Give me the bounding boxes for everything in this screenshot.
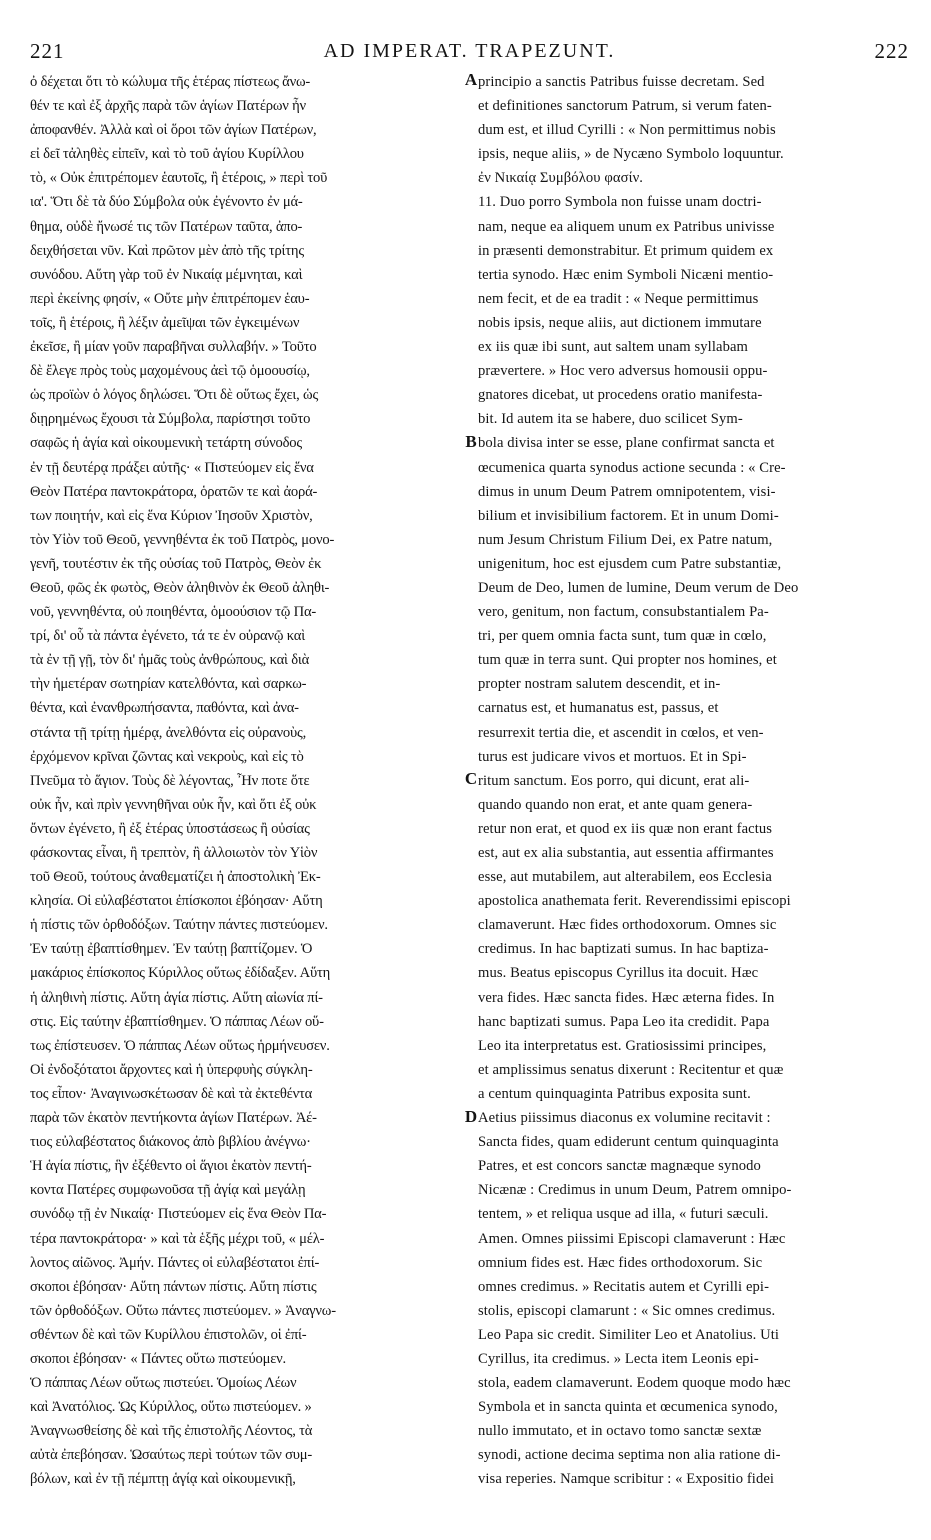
greek-text-line: μακάριος ἐπίσκοπος Κύριλλος οὕτως ἐδίδαξεν. Αὕτη: [30, 965, 331, 982]
greek-text-line: ἐκεῖσε, ἢ μίαν γοῦν παραβῆναι συλλαβήν. » Τοῦτο: [30, 339, 317, 356]
greek-text-line: ὡς προϊὼν ὁ λόγος δηλώσει. Ὅτι δὲ οὕτως ἔχει, ὡς: [30, 387, 319, 404]
section-marker-c: C: [464, 769, 478, 788]
left-page-number: 221: [30, 38, 65, 63]
greek-text-line: καὶ Ἀνατόλιος. Ὡς Κύριλλος, οὕτω πιστεύομεν. »: [30, 1399, 312, 1416]
greek-text-line: γενῆ, τουτέστιν ἐκ τῆς οὐσίας τοῦ Πατρὸς, Θεὸν ἐκ: [30, 555, 322, 572]
greek-text-line: τέρα παντοκράτορα· » καὶ τὰ ἑξῆς μέχρι τοῦ, « μέλ-: [30, 1230, 325, 1247]
latin-text-line: tertia synodo. Hæc enim Symboli Nicæni mentio-: [478, 266, 774, 283]
greek-text-line: συνόδου. Αὕτη γὰρ τοῦ ἐν Νικαίᾳ μέμνηται, καὶ: [30, 266, 303, 283]
greek-text-line: ἀποφανθέν. Ἀλλὰ καὶ οἱ ὅροι τῶν ἁγίων Πατέρων,: [30, 122, 317, 139]
latin-text-line: Sancta fides, quam ediderunt centum quinquaginta: [478, 1134, 779, 1151]
latin-text-line: nem fecit, et de ea tradit : « Neque permittimus: [478, 290, 759, 307]
latin-text-line: Leo ita interpretatus est. Gratiosissimi principes,: [478, 1037, 767, 1054]
latin-text-line: vero, genitum, non factum, consubstantialem Pa-: [478, 604, 769, 621]
greek-text-line: τιος εὐλαβέστατος διάκονος ἀπὸ βιβλίου ἀνέγνω·: [30, 1134, 311, 1151]
latin-text-line: dum est, et illud Cyrilli : « Non permittimus nobis: [478, 122, 776, 139]
greek-text-line: βόλων, καὶ ἐν τῇ πέμπτῃ ἁγίᾳ καὶ οἰκουμενικῇ,: [30, 1471, 296, 1488]
greek-text-line: τῶν ὀρθοδόξων. Οὕτω πάντες πιστεύομεν. » Ἀναγνω-: [30, 1302, 336, 1319]
latin-text-line: Nicænæ : Credimus in unum Deum, Patrem omnipo-: [478, 1182, 792, 1199]
latin-text-line: bola divisa inter se esse, plane confirmat sancta et: [478, 435, 775, 452]
greek-text-line: τος εἶπον· Ἀναγινωσκέτωσαν δὲ καὶ τὰ ἐκτεθέντα: [30, 1085, 313, 1102]
greek-text-line: κοντα Πατέρες συμφωνοῦσα τῇ ἁγίᾳ καὶ μεγάλῃ: [30, 1182, 306, 1199]
latin-text-line: tri, per quem omnia facta sunt, tum quæ in cœlo,: [478, 628, 767, 645]
latin-text-line: nullo immutato, et in octavo tomo sanctæ sextæ: [478, 1423, 762, 1440]
latin-text-line: ipsis, neque aliis, » de Nycæno Symbolo loquuntur.: [478, 146, 784, 163]
latin-text-line: et definitiones sanctorum Patrum, si verum faten-: [478, 98, 772, 115]
greek-text-line: σκοποι ἐβόησαν· « Πάντες οὕτω πιστεύομεν.: [30, 1350, 287, 1367]
latin-text-line: omnes credimus. » Recitatis autem et Cyrilli epi-: [478, 1278, 770, 1295]
greek-text-line: τὴν ἡμετέραν σωτηρίαν κατελθόντα, καὶ σαρκω-: [30, 676, 307, 693]
greek-text-line: φάσκοντας εἶναι, ἢ τρεπτὸν, ἢ ἀλλοιωτὸν τὸν Υἱὸν: [30, 845, 318, 861]
greek-text-line: στις. Εἰς ταύτην ἐβαπτίσθημεν. Ὁ πάππας Λέων οὕ-: [30, 1013, 324, 1030]
latin-text-line: nobis ipsis, neque aliis, aut dictionem immutare: [478, 314, 762, 331]
running-title: AD IMPERAT. TRAPEZUNT.: [323, 39, 616, 62]
latin-text-line: visa reperies. Namque scribitur : « Expositio fidei: [478, 1471, 775, 1488]
latin-text-line: turus est judicare vivos et mortuos. Et in Spi-: [478, 748, 747, 765]
latin-text-line: apostolica anathemata ferit. Reverendissimi episcopi: [478, 893, 791, 910]
greek-text-line: Ἐν ταύτῃ ἐβαπτίσθημεν. Ἐν ταύτῃ βαπτίζομεν. Ὁ: [30, 941, 313, 958]
latin-text-line: œcumenica quarta synodus actione secunda : « Cre-: [478, 459, 786, 476]
greek-text-line: σκοποι ἐβόησαν· Αὕτη πάντων πίστις. Αὕτη πίστις: [30, 1278, 317, 1295]
greek-text-line: Θεὸν Πατέρα παντοκράτορα, ὁρατῶν τε καὶ ἀορά-: [30, 483, 318, 500]
latin-text-line: gnatores dicebat, ut procedens oratio manifesta-: [478, 387, 763, 404]
greek-text-line: εἰ δεῖ τἀληθὲς εἰπεῖν, καὶ τὸ τοῦ ἁγίου Κυρίλλου: [30, 146, 304, 163]
greek-text-line: αὐτὰ ἐπεβόησαν. Ὡσαύτως περὶ τούτων τῶν συμ-: [30, 1447, 313, 1464]
latin-text-line: propter nostram salutem descendit, et in-: [478, 676, 721, 693]
greek-text-line: Θεοῦ, φῶς ἐκ φωτὸς, Θεὸν ἀληθινὸν ἐκ Θεοῦ ἀληθι-: [30, 579, 330, 596]
latin-text-line: prævertere. » Hoc vero adversus homousii oppu-: [478, 363, 768, 380]
latin-text-line: omnium fides est. Hæc fides orthodoxorum. Sic: [478, 1254, 763, 1271]
latin-text-line: principio a sanctis Patribus fuisse decretam. Sed: [478, 74, 765, 90]
greek-text-line: ἡ πίστις τῶν ὀρθοδόξων. Ταύτην πάντες πιστεύομεν.: [30, 917, 328, 934]
greek-text-line: οὐκ ἦν, καὶ πρὶν γεννηθῆναι οὐκ ἦν, καὶ ὅτι ἐξ οὐκ: [30, 796, 317, 813]
latin-text-line: bit. Id autem ita se habere, duo scilicet Sym-: [478, 411, 743, 428]
greek-text-line: παρὰ τῶν ἑκατὸν πεντήκοντα ἁγίων Πατέρων. Ἀέ-: [30, 1110, 317, 1127]
greek-text-line: νοῦ, γεννηθέντα, οὐ ποιηθέντα, ὁμοούσιον τῷ Πα-: [30, 604, 317, 621]
latin-text-line: resurrexit tertia die, et ascendit in cœlos, et ven-: [478, 724, 764, 741]
greek-text-column: [30, 70, 464, 1492]
greek-text-line: τρί, δι' οὗ τὰ πάντα ἐγένετο, τά τε ἐν οὐρανῷ καὶ: [30, 628, 305, 645]
section-marker-a: A: [464, 70, 478, 89]
greek-text-line: τὸ, « Οὐκ ἐπιτρέπομεν ἑαυτοῖς, ἢ ἑτέροις, » περὶ τοῦ: [30, 170, 328, 187]
latin-text-line: in præsenti demonstrabitur. Et primum quidem ex: [478, 242, 774, 259]
latin-text-line: num Jesum Christum Filium Dei, ex Patre natum,: [478, 531, 773, 548]
greek-text-line: σαφῶς ἡ ἁγία καὶ οἰκουμενικὴ τετάρτη σύνοδος: [30, 435, 302, 452]
greek-text-line: δὲ ἔλεγε πρὸς τοὺς μαχομένους ἀεὶ τῷ ὁμοουσίῳ,: [30, 363, 310, 380]
greek-text-line: λοντος αἰῶνος. Ἀμήν. Πάντες οἱ εὐλαβέστατοι ἐπί-: [30, 1254, 320, 1271]
greek-text-line: τως ἐπίστευσεν. Ὁ πάππας Λέων οὕτως ἡρμήνευσεν.: [30, 1037, 330, 1054]
latin-text-line: hanc baptizati sumus. Papa Leo ita credidit. Papa: [478, 1013, 770, 1030]
greek-text-line: στάντα τῇ τρίτῃ ἡμέρᾳ, ἀνελθόντα εἰς οὐρανοὺς,: [30, 724, 307, 741]
greek-text-line: δειχθήσεται νῦν. Καὶ πρῶτον μὲν ἀπὸ τῆς τρίτης: [30, 242, 304, 259]
latin-text-line: a centum quinquaginta Patribus exposita sunt.: [478, 1085, 751, 1102]
greek-text-line: τὰ ἐν τῇ γῇ, τὸν δι' ἡμᾶς τοὺς ἀνθρώπους, καὶ διὰ: [30, 652, 310, 669]
latin-text-line: unigenitum, hoc est ejusdem cum Patre substantiæ,: [478, 555, 782, 572]
latin-text-line: dimus in unum Deum Patrem omnipotentem, visi-: [478, 483, 776, 500]
greek-text-line: τοῖς, ἢ ἑτέροις, ἢ λέξιν ἀμεῖψαι τῶν ἐγκειμένων: [30, 314, 300, 331]
greek-text-line: Πνεῦμα τὸ ἅγιον. Τοὺς δὲ λέγοντας, Ἦν ποτε ὅτε: [30, 772, 310, 789]
latin-text-line: Patres, et est concors sanctæ magnæque synodo: [478, 1158, 761, 1175]
latin-text-line: bilium et invisibilium factorem. Et in unum Domi-: [478, 507, 779, 524]
greek-text-line: Ὁ πάππας Λέων οὕτως πιστεύει. Ὁμοίως Λέων: [30, 1375, 297, 1392]
section-marker-b: B: [465, 432, 477, 451]
latin-text-line: esse, aut mutabilem, aut alterabilem, eos Ecclesia: [478, 869, 772, 886]
greek-text-line: διῃρημένως ἔχουσι τὰ Σύμβολα, παρίστησι τοῦτο: [30, 411, 311, 428]
latin-text-line: carnatus est, et humanatus est, passus, et: [478, 700, 719, 717]
latin-text-line: ἐν Νικαίᾳ Συμβόλου φασίν.: [478, 170, 644, 187]
latin-text-line: Cyrillus, ita credimus. » Lecta item Leonis epi-: [478, 1350, 759, 1367]
greek-text-line: Ἀναγνωσθείσης δὲ καὶ τῆς ἐπιστολῆς Λέοντος, τὰ: [30, 1423, 313, 1440]
latin-text-line: mus. Beatus episcopus Cyrillus ita docuit. Hæc: [478, 965, 759, 982]
latin-text-line: ex iis quæ ibi sunt, aut saltem unam syllabam: [478, 339, 748, 356]
greek-text-line: τοῦ Θεοῦ, τούτους ἀναθεματίζει ἡ ἀποστολικὴ Ἐκ-: [30, 869, 321, 886]
latin-text-line: Amen. Omnes piissimi Episcopi clamaverunt : Hæc: [478, 1230, 786, 1247]
latin-text-line: nam, neque ea aliquem unum ex Patribus univisse: [478, 218, 775, 235]
greek-text-line: ἐν τῇ δευτέρᾳ πράξει αὐτῆς· « Πιστεύομεν εἰς ἕνα: [30, 459, 314, 476]
greek-text-line: Οἱ ἐνδοξότατοι ἄρχοντες καὶ ἡ ὑπερφυὴς σύγκλη-: [30, 1061, 313, 1078]
latin-text-line: vera fides. Hæc sancta fides. Hæc æterna fides. In: [478, 989, 775, 1006]
latin-text-column: [478, 70, 904, 1492]
greek-text-line: θημα, οὐδὲ ἤνωσέ τις τῶν Πατέρων ταῦτα, ἀπο-: [30, 218, 303, 235]
greek-text-line: θέντα, καὶ ἐνανθρωπήσαντα, παθόντα, καὶ ἀνα-: [30, 700, 299, 717]
greek-text-line: ὀ δέχεται ὅτι τὸ κώλυμα τῆς ἑτέρας πίστεως ἄνω-: [30, 74, 311, 90]
latin-text-line: est, aut ex alia substantia, aut essentia affirmantes: [478, 845, 774, 861]
latin-text-line: clamaverunt. Hæc fides orthodoxorum. Omnes sic: [478, 917, 777, 934]
latin-text-line: ritum sanctum. Eos porro, qui dicunt, erat ali-: [478, 772, 750, 789]
latin-text-line: 11. Duo porro Symbola non fuisse unam doctri-: [478, 194, 762, 211]
latin-text-line: tentem, » et reliqua usque ad illa, « futuri sæculi.: [478, 1206, 769, 1223]
latin-text-line: credimus. In hac baptizati sumus. In hac baptiza-: [478, 941, 769, 958]
greek-text-line: ὄντων ἐγένετο, ἢ ἐξ ἑτέρας ὑποστάσεως ἢ οὐσίας: [30, 820, 310, 837]
latin-text-line: Leo Papa sic credit. Similiter Leo et Anatolius. Uti: [478, 1326, 780, 1343]
running-header: [30, 34, 909, 68]
greek-text-line: κλησία. Οἱ εὐλαβέστατοι ἐπίσκοποι ἐβόησαν· Αὕτη: [30, 893, 323, 910]
latin-text-line: stola, eadem clamaverunt. Eodem quoque modo hæc: [478, 1375, 791, 1392]
greek-text-line: τὸν Υἱὸν τοῦ Θεοῦ, γεννηθέντα ἐκ τοῦ Πατρὸς, μονο-: [30, 531, 335, 548]
latin-text-line: Deum de Deo, lumen de lumine, Deum verum de Deo: [478, 579, 799, 596]
latin-text-line: stolis, episcopi clamarunt : « Sic omnes credimus.: [478, 1302, 776, 1319]
right-page-number: 222: [874, 38, 909, 63]
latin-text-line: Aetius piissimus diaconus ex volumine recitavit :: [478, 1110, 771, 1127]
latin-text-line: tum quæ in terra sunt. Qui propter nos homines, et: [478, 652, 777, 669]
greek-text-line: θέν τε καὶ ἐξ ἀρχῆς παρὰ τῶν ἁγίων Πατέρων ἦν: [30, 98, 306, 115]
latin-text-line: retur non erat, et quod ex iis quæ non erant factus: [478, 820, 773, 837]
greek-text-line: των ποιητήν, καὶ εἰς ἕνα Κύριον Ἰησοῦν Χριστὸν,: [30, 507, 313, 524]
greek-text-line: ια'. Ὅτι δὲ τὰ δύο Σύμβολα οὐκ ἐγένοντο ἐν μά-: [30, 194, 303, 211]
greek-text-line: σθέντων δὲ καὶ τῶν Κυρίλλου ἐπιστολῶν, οἱ ἐπί-: [30, 1326, 307, 1343]
latin-text-line: et amplissimus senatus dixerunt : Recitentur et quæ: [478, 1061, 784, 1078]
greek-text-line: ἡ ἀληθινὴ πίστις. Αὕτη ἁγία πίστις. Αὕτη αἰωνία πί-: [30, 989, 323, 1006]
greek-text-line: ἐρχόμενον κρῖναι ζῶντας καὶ νεκροὺς, καὶ εἰς τὸ: [30, 748, 304, 765]
greek-text-line: συνόδῳ τῇ ἐν Νικαίᾳ· Πιστεύομεν εἰς ἕνα Θεὸν Πα-: [30, 1206, 327, 1223]
latin-text-line: quando quando non erat, et ante quam genera-: [478, 796, 753, 813]
latin-text-line: synodi, actione decima septima non alia ratione di-: [478, 1447, 781, 1464]
section-marker-d: D: [464, 1107, 478, 1126]
greek-text-line: Ἡ ἁγία πίστις, ἣν ἐξέθεντο οἱ ἅγιοι ἑκατὸν πεντή-: [30, 1158, 312, 1175]
greek-text-line: περὶ ἐκείνης φησίν, « Οὔτε μὴν ἐπιτρέπομεν ἑαυ-: [30, 290, 310, 307]
latin-text-line: Symbola et in sancta quinta et œcumenica synodo,: [478, 1399, 778, 1416]
